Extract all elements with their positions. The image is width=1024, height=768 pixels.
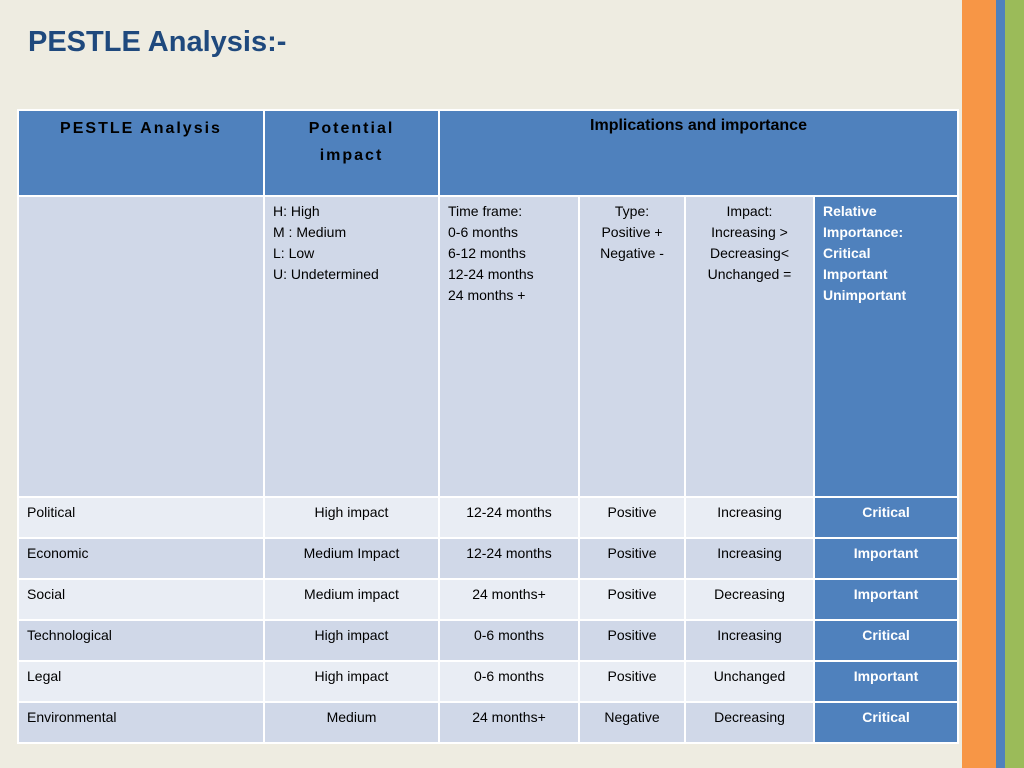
legend-trend <box>685 196 814 497</box>
legend-text: Unimportant <box>823 287 907 303</box>
trend-cell: Increasing <box>685 538 814 579</box>
legend-empty-cell <box>18 196 264 497</box>
legend-row <box>18 196 958 497</box>
timeframe-cell: 12-24 months <box>439 538 579 579</box>
factor-cell: Legal <box>18 661 264 702</box>
timeframe-cell: 0-6 months <box>439 620 579 661</box>
importance-cell: Important <box>814 579 958 620</box>
table-row-legal <box>18 661 958 702</box>
slide-title: PESTLE Analysis:- <box>28 26 287 58</box>
factor-cell: Social <box>18 579 264 620</box>
impact-cell: Medium impact <box>264 579 439 620</box>
legend-text: Positive + <box>601 224 663 240</box>
legend-text: Increasing > <box>711 224 788 240</box>
type-cell: Positive <box>579 538 685 579</box>
legend-timeframe <box>439 196 579 497</box>
header-pestle-analysis: PESTLE Analysis <box>18 110 264 196</box>
factor-cell: Economic <box>18 538 264 579</box>
factor-cell: Environmental <box>18 702 264 743</box>
legend-text: H: High <box>273 203 320 219</box>
decorative-stripe-orange <box>962 0 996 768</box>
legend-text: 24 months + <box>448 287 526 303</box>
legend-text: Type: <box>614 203 650 219</box>
legend-text: Decreasing< <box>710 245 789 261</box>
legend-text: Impact: <box>726 203 773 219</box>
legend-text: L: Low <box>273 245 315 261</box>
timeframe-cell: 0-6 months <box>439 661 579 702</box>
importance-cell: Critical <box>814 620 958 661</box>
legend-text: Important <box>823 266 888 282</box>
factor-cell: Political <box>18 497 264 538</box>
type-cell: Positive <box>579 579 685 620</box>
trend-cell: Decreasing <box>685 579 814 620</box>
type-cell: Positive <box>579 620 685 661</box>
timeframe-cell: 24 months+ <box>439 579 579 620</box>
decorative-stripe-blue <box>996 0 1005 768</box>
legend-text: M : Medium <box>273 224 347 240</box>
legend-impact <box>264 196 439 497</box>
legend-text: U: Undetermined <box>273 266 379 282</box>
legend-text: Unchanged = <box>707 266 792 282</box>
trend-cell: Increasing <box>685 497 814 538</box>
type-cell: Positive <box>579 497 685 538</box>
importance-cell: Critical <box>814 497 958 538</box>
importance-cell: Important <box>814 538 958 579</box>
table-row-economic <box>18 538 958 579</box>
impact-cell: Medium <box>264 702 439 743</box>
legend-text: 6-12 months <box>448 245 526 261</box>
legend-text: Time frame: <box>448 203 523 219</box>
impact-cell: Medium Impact <box>264 538 439 579</box>
table-header-row <box>18 110 958 196</box>
impact-cell: High impact <box>264 497 439 538</box>
legend-text: 0-6 months <box>448 224 519 240</box>
type-cell: Positive <box>579 661 685 702</box>
table-row-political <box>18 497 958 538</box>
impact-cell: High impact <box>264 661 439 702</box>
header-potential-impact <box>264 110 439 196</box>
legend-type <box>579 196 685 497</box>
legend-text: Relative <box>823 203 877 219</box>
table-row-environmental <box>18 702 958 743</box>
trend-cell: Unchanged <box>685 661 814 702</box>
timeframe-cell: 12-24 months <box>439 497 579 538</box>
header-implications: Implications and importance <box>439 110 958 196</box>
table-row-social <box>18 579 958 620</box>
legend-text: Importance: <box>823 224 904 240</box>
factor-cell: Technological <box>18 620 264 661</box>
legend-relative-importance <box>814 196 958 497</box>
type-cell: Negative <box>579 702 685 743</box>
table-row-technological <box>18 620 958 661</box>
decorative-stripe-green <box>1005 0 1024 768</box>
legend-text: 12-24 months <box>448 266 534 282</box>
timeframe-cell: 24 months+ <box>439 702 579 743</box>
impact-cell: High impact <box>264 620 439 661</box>
trend-cell: Increasing <box>685 620 814 661</box>
importance-cell: Important <box>814 661 958 702</box>
header-potential-line2: impact <box>319 147 384 164</box>
importance-cell: Critical <box>814 702 958 743</box>
trend-cell: Decreasing <box>685 702 814 743</box>
legend-text: Negative - <box>600 245 664 261</box>
legend-text: Critical <box>823 245 871 261</box>
header-potential-line1: Potential <box>308 120 395 137</box>
pestle-table <box>17 109 959 744</box>
